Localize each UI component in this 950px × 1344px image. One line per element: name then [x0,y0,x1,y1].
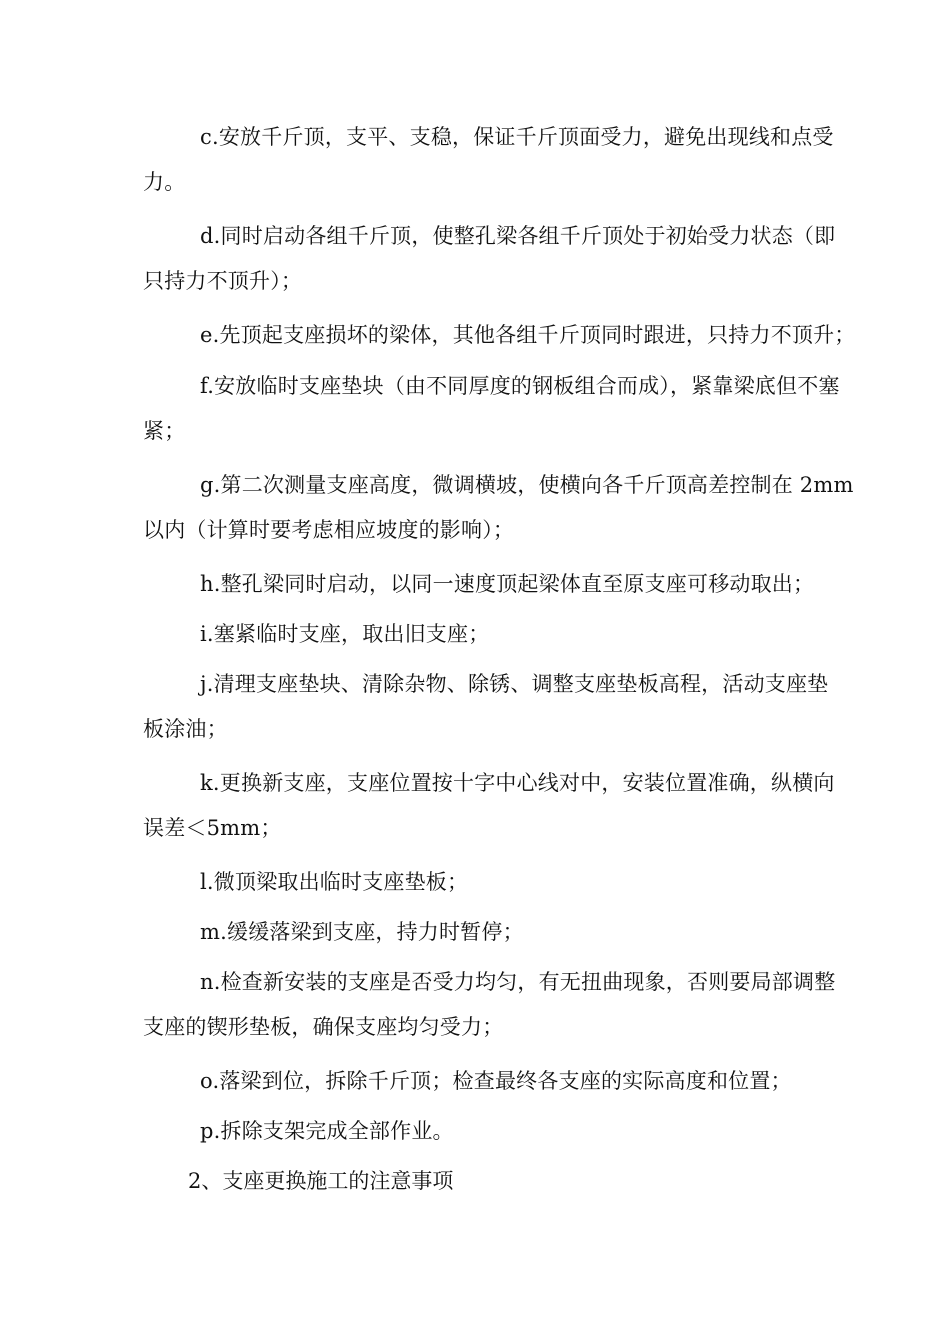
step-k-line2: 误差＜5mm； [143,816,282,840]
step-d-line2: 只持力不顶升）； [143,269,303,293]
step-h-line1: h.整孔梁同时启动，以同一速度顶起梁体直至原支座可移动取出； [200,572,815,596]
step-p-line1: p.拆除支架完成全部作业。 [200,1119,454,1143]
step-h [143,562,875,607]
step-f-line2: 紧； [143,419,186,443]
step-l [143,860,875,905]
step-d [143,214,875,304]
step-c [143,115,875,205]
step-o [143,1059,875,1104]
step-k [143,761,875,851]
step-m [143,910,875,955]
step-e [143,313,875,358]
step-i [143,612,875,657]
step-o-line1: o.落梁到位，拆除千斤顶；检查最终各支座的实际高度和位置； [200,1069,792,1093]
step-f-line1: f.安放临时支座垫块（由不同厚度的钢板组合而成），紧靠梁底但不塞 [200,374,840,398]
step-c-line1: c.安放千斤顶，支平、支稳，保证千斤顶面受力，避免出现线和点受 [200,125,834,149]
step-n-line2: 支座的锲形垫板，确保支座均匀受力； [143,1015,504,1039]
section-heading: 2、支座更换施工的注意事项 [188,1169,454,1193]
step-e-line1: e.先顶起支座损坏的梁体，其他各组千斤顶同时跟进，只持力不顶升； [200,323,856,347]
step-g [143,463,875,553]
step-j-line2: 板涂油； [143,717,228,741]
step-j-line1: j.清理支座垫块、清除杂物、除锈、调整支座垫板高程，活动支座垫 [200,672,829,696]
step-m-line1: m.缓缓落梁到支座，持力时暂停； [200,920,524,944]
step-k-line1: k.更换新支座，支座位置按十字中心线对中，安装位置准确，纵横向 [200,771,835,795]
step-j [143,662,875,752]
step-p [143,1109,875,1154]
step-c-line2: 力。 [143,170,186,194]
step-i-line1: i.塞紧临时支座，取出旧支座； [200,622,490,646]
step-l-line1: l.微顶梁取出临时支座垫板； [200,870,469,894]
step-d-line1: d.同时启动各组千斤顶，使整孔梁各组千斤顶处于初始受力状态（即 [200,224,836,248]
step-g-line2: 以内（计算时要考虑相应坡度的影响）； [143,518,515,542]
step-g-line1: g.第二次测量支座高度，微调横坡，使横向各千斤顶高差控制在 2mm [200,473,854,497]
step-f [143,364,875,454]
step-n [143,960,875,1050]
step-n-line1: n.检查新安装的支座是否受力均匀，有无扭曲现象，否则要局部调整 [200,970,836,994]
